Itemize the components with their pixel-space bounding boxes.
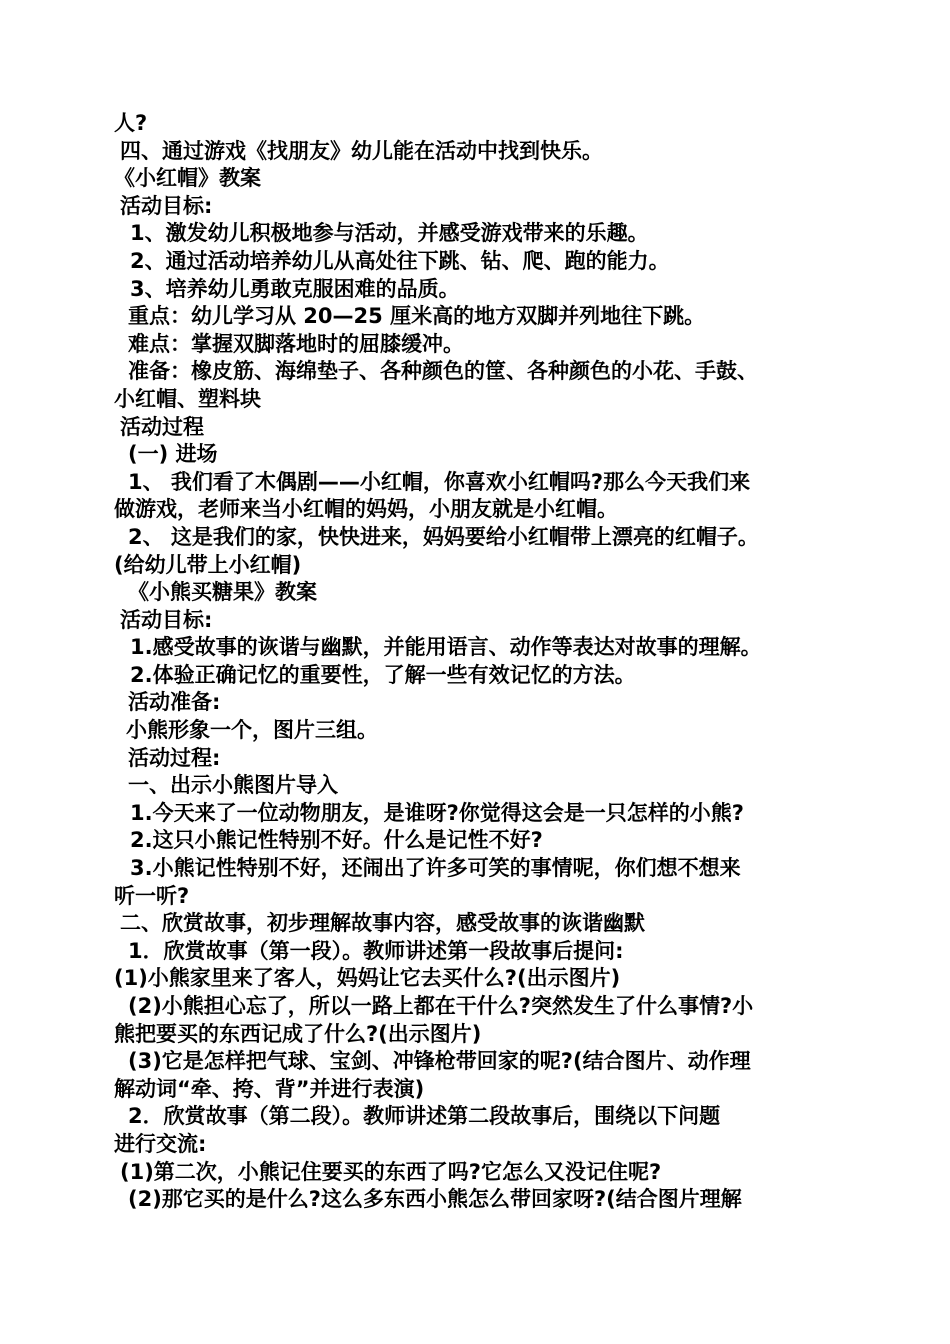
text-line: (2)那它买的是什么?这么多东西小熊怎么带回家呀?(结合图片理解 <box>128 1187 742 1212</box>
text-line: 准备：橡皮筋、海绵垫子、各种颜色的筐、各种颜色的小花、手鼓、 <box>128 359 758 384</box>
text-line: 小熊形象一个，图片三组。 <box>126 718 378 743</box>
text-line: 1、激发幼儿积极地参与活动，并感受游戏带来的乐趣。 <box>130 221 649 246</box>
text-line: 难点：掌握双脚落地时的屈膝缓冲。 <box>128 331 464 356</box>
text-line: 2、通过活动培养幼儿从高处往下跳、钻、爬、跑的能力。 <box>130 248 670 273</box>
text-line: 人? <box>114 111 148 135</box>
text-line: 3.小熊记性特别不好，还闹出了许多可笑的事情呢，你们想不想来 <box>130 856 741 881</box>
text-line: 1．欣赏故事（第一段）。教师讲述第一段故事后提问: <box>128 938 624 963</box>
text-line: 四、通过游戏《找朋友》幼儿能在活动中找到快乐。 <box>120 138 603 163</box>
text-line: 1、 我们看了木偶剧——小红帽，你喜欢小红帽吗?那么今天我们来 <box>128 469 751 494</box>
text-line: 一、出示小熊图片导入 <box>128 773 338 798</box>
text-line: 听一听? <box>114 883 190 908</box>
text-line: 《小红帽》教案 <box>114 166 261 191</box>
text-line: 1.感受故事的诙谐与幽默，并能用语言、动作等表达对故事的理解。 <box>130 635 762 660</box>
text-line: 2.这只小熊记性特别不好。什么是记性不好? <box>130 828 543 853</box>
document-body <box>0 110 950 1214</box>
text-line: 2、 这是我们的家，快快进来，妈妈要给小红帽带上漂亮的红帽子。 <box>128 524 759 549</box>
text-line: (3)它是怎样把气球、宝剑、冲锋枪带回家的呢?(结合图片、动作理 <box>128 1049 751 1074</box>
text-line: 熊把要买的东西记成了什么?(出示图片) <box>114 1021 482 1046</box>
text-line: 重点：幼儿学习从 20—25 厘米高的地方双脚并列地往下跳。 <box>128 304 706 329</box>
text-line: 《小熊买糖果》教案 <box>128 580 317 605</box>
text-line: 二、欣赏故事，初步理解故事内容，感受故事的诙谐幽默 <box>120 911 645 936</box>
text-line: 解动词“牵、挎、背”并进行表演) <box>114 1076 425 1101</box>
text-line: (1)第二次，小熊记住要买的东西了吗?它怎么又没记住呢? <box>120 1159 662 1184</box>
text-line: 活动过程 <box>120 414 204 439</box>
text-line: 3、培养幼儿勇敢克服困难的品质。 <box>130 276 460 301</box>
text-line: 1.今天来了一位动物朋友，是谁呀?你觉得这会是一只怎样的小熊? <box>130 800 744 825</box>
text-line: 进行交流: <box>114 1131 207 1156</box>
text-line: 活动目标: <box>120 607 213 632</box>
text-line: (1)小熊家里来了客人，妈妈让它去买什么?(出示图片) <box>114 966 621 991</box>
text-line: 活动准备: <box>128 690 221 715</box>
text-line: (2)小熊担心忘了，所以一路上都在干什么?突然发生了什么事情?小 <box>128 994 754 1018</box>
text-line: (一) 进场 <box>128 442 218 467</box>
text-line: 小红帽、塑料块 <box>114 386 261 411</box>
text-line: 2.体验正确记忆的重要性，了解一些有效记忆的方法。 <box>130 662 636 687</box>
text-line: 活动目标: <box>120 193 213 218</box>
text-line: (给幼儿带上小红帽) <box>114 552 302 577</box>
text-line: 做游戏，老师来当小红帽的妈妈，小朋友就是小红帽。 <box>114 497 618 522</box>
text-line: 活动过程: <box>128 745 221 770</box>
text-line: 2．欣赏故事（第二段）。教师讲述第二段故事后，围绕以下问题 <box>128 1104 721 1129</box>
